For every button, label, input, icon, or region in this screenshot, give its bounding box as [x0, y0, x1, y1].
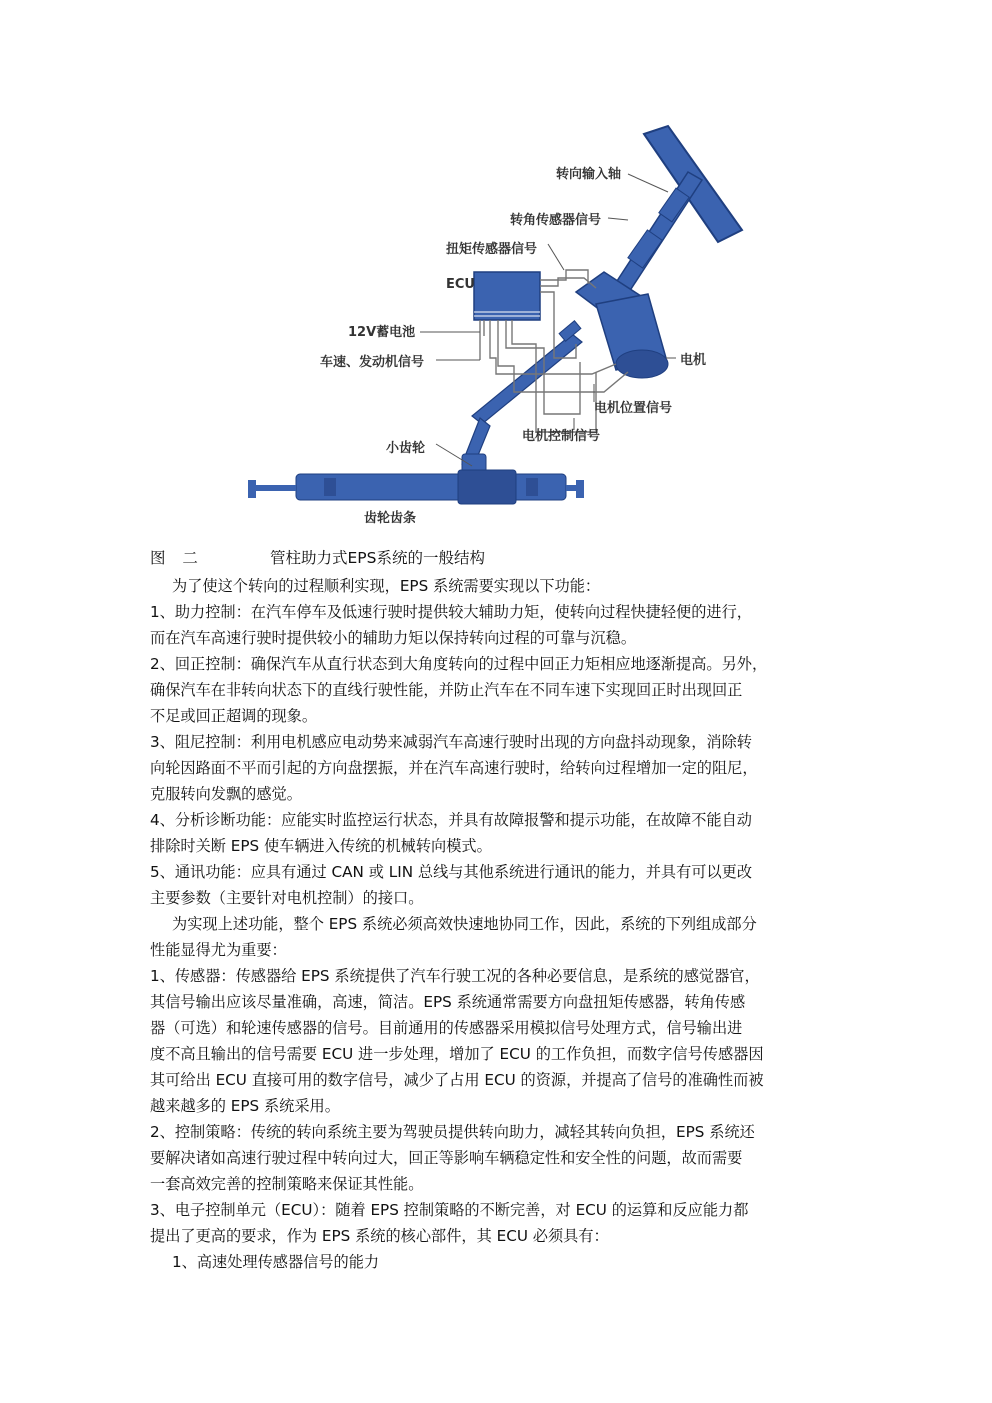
paragraph-line: 向轮因路面不平而引起的方向盘摆振，并在汽车高速行驶时，给转向过程增加一定的阻尼， — [150, 759, 758, 777]
paragraph-line: 1、助力控制：在汽车停车及低速行驶时提供较大辅助力矩，使转向过程快捷轻便的进行， — [150, 603, 752, 621]
label-angle-sensor-signal: 转角传感器信号 — [510, 213, 602, 228]
paragraph-line: 度不高且输出的信号需要 ECU 进一步处理，增加了 ECU 的工作负担，而数字信号传感器因 — [150, 1045, 764, 1063]
paragraph-line: 排除时关断 EPS 使车辆进入传统的机械转向模式。 — [150, 837, 492, 855]
paragraph-line: 克服转向发飘的感觉。 — [150, 785, 302, 803]
label-motor: 电机 — [680, 353, 707, 368]
paragraph-line: 4、分析诊断功能：应能实时监控运行状态，并具有故障报警和提示功能，在故障不能自动 — [150, 811, 752, 829]
paragraph-line: 器（可选）和轮速传感器的信号。目前通用的传感器采用模拟信号处理方式，信号输出进 — [150, 1019, 743, 1037]
figure-number: 图 二 — [150, 549, 204, 567]
figure-title: 管柱助力式EPS系统的一般结构 — [270, 549, 485, 567]
paragraph-line: 2、回正控制：确保汽车从直行状态到大角度转向的过程中回正力矩相应地逐渐提高。另外， — [150, 655, 768, 673]
paragraph-line: 提出了更高的要求，作为 EPS 系统的核心部件，其 ECU 必须具有： — [150, 1227, 609, 1245]
paragraph-line: 而在汽车高速行驶时提供较小的辅助力矩以保持转向过程的可靠与沉稳。 — [150, 629, 636, 647]
paragraph-line: 5、通讯功能：应具有通过 CAN 或 LIN 总线与其他系统进行通讯的能力，并具有可以更改 — [150, 863, 753, 881]
paragraph-line: 1、传感器：传感器给 EPS 系统提供了汽车行驶工况的各种必要信息，是系统的感觉器官， — [150, 967, 760, 985]
body-text — [150, 573, 850, 1275]
label-motor-control-signal: 电机控制信号 — [522, 429, 601, 444]
paragraph-line: 为了使这个转向的过程顺利实现，EPS 系统需要实现以下功能： — [172, 577, 601, 595]
rack-and-pinion — [248, 454, 584, 504]
paragraph-line: 其信号输出应该尽量准确，高速，简洁。EPS 系统通常需要方向盘扭矩传感器，转角传感 — [150, 993, 746, 1011]
paragraph-line: 不足或回正超调的现象。 — [150, 707, 318, 725]
eps-structure-diagram — [236, 122, 756, 538]
paragraph-line: 1、高速处理传感器信号的能力 — [172, 1253, 380, 1271]
paragraph-line: 确保汽车在非转向状态下的直线行驶性能，并防止汽车在不同车速下实现回正时出现回正 — [150, 681, 743, 699]
label-motor-position-signal: 电机位置信号 — [594, 401, 673, 416]
paragraph-line: 越来越多的 EPS 系统采用。 — [150, 1097, 340, 1115]
paragraph-line: 一套高效完善的控制策略来保证其性能。 — [150, 1175, 424, 1193]
label-battery: 12V蓄电池 — [348, 325, 416, 340]
paragraph-line: 3、电子控制单元（ECU）：随着 EPS 控制策略的不断完善，对 ECU 的运算和反应能力都 — [150, 1201, 749, 1219]
motor-assembly — [576, 272, 668, 378]
label-pinion: 小齿轮 — [386, 441, 426, 456]
paragraph-line: 主要参数（主要针对电机控制）的接口。 — [150, 889, 424, 907]
paragraph-line: 3、阻尼控制：利用电机感应电动势来减弱汽车高速行驶时出现的方向盘抖动现象，消除转 — [150, 733, 752, 751]
label-speed-engine-signal: 车速、发动机信号 — [320, 355, 425, 370]
ecu-box — [474, 272, 540, 320]
paragraph-line: 性能显得尤为重要： — [150, 941, 287, 959]
figure-caption — [150, 548, 485, 568]
paragraph-line: 其可给出 ECU 直接可用的数字信号，减少了占用 ECU 的资源，并提高了信号的准确性而被 — [150, 1071, 764, 1089]
paragraph-line: 要解决诸如高速行驶过程中转向过大，回正等影响车辆稳定性和安全性的问题，故而需要 — [150, 1149, 743, 1167]
paragraph-line: 2、控制策略：传统的转向系统主要为驾驶员提供转向助力，减轻其转向负担，EPS 系统还 — [150, 1123, 755, 1141]
label-steering-input-shaft: 转向输入轴 — [556, 167, 622, 182]
label-rack-pinion: 齿轮齿条 — [364, 511, 417, 526]
label-torque-sensor-signal: 扭矩传感器信号 — [446, 242, 538, 257]
label-ecu: ECU — [446, 277, 475, 292]
paragraph-line: 为实现上述功能，整个 EPS 系统必须高效快速地协同工作，因此，系统的下列组成部分 — [172, 915, 757, 933]
